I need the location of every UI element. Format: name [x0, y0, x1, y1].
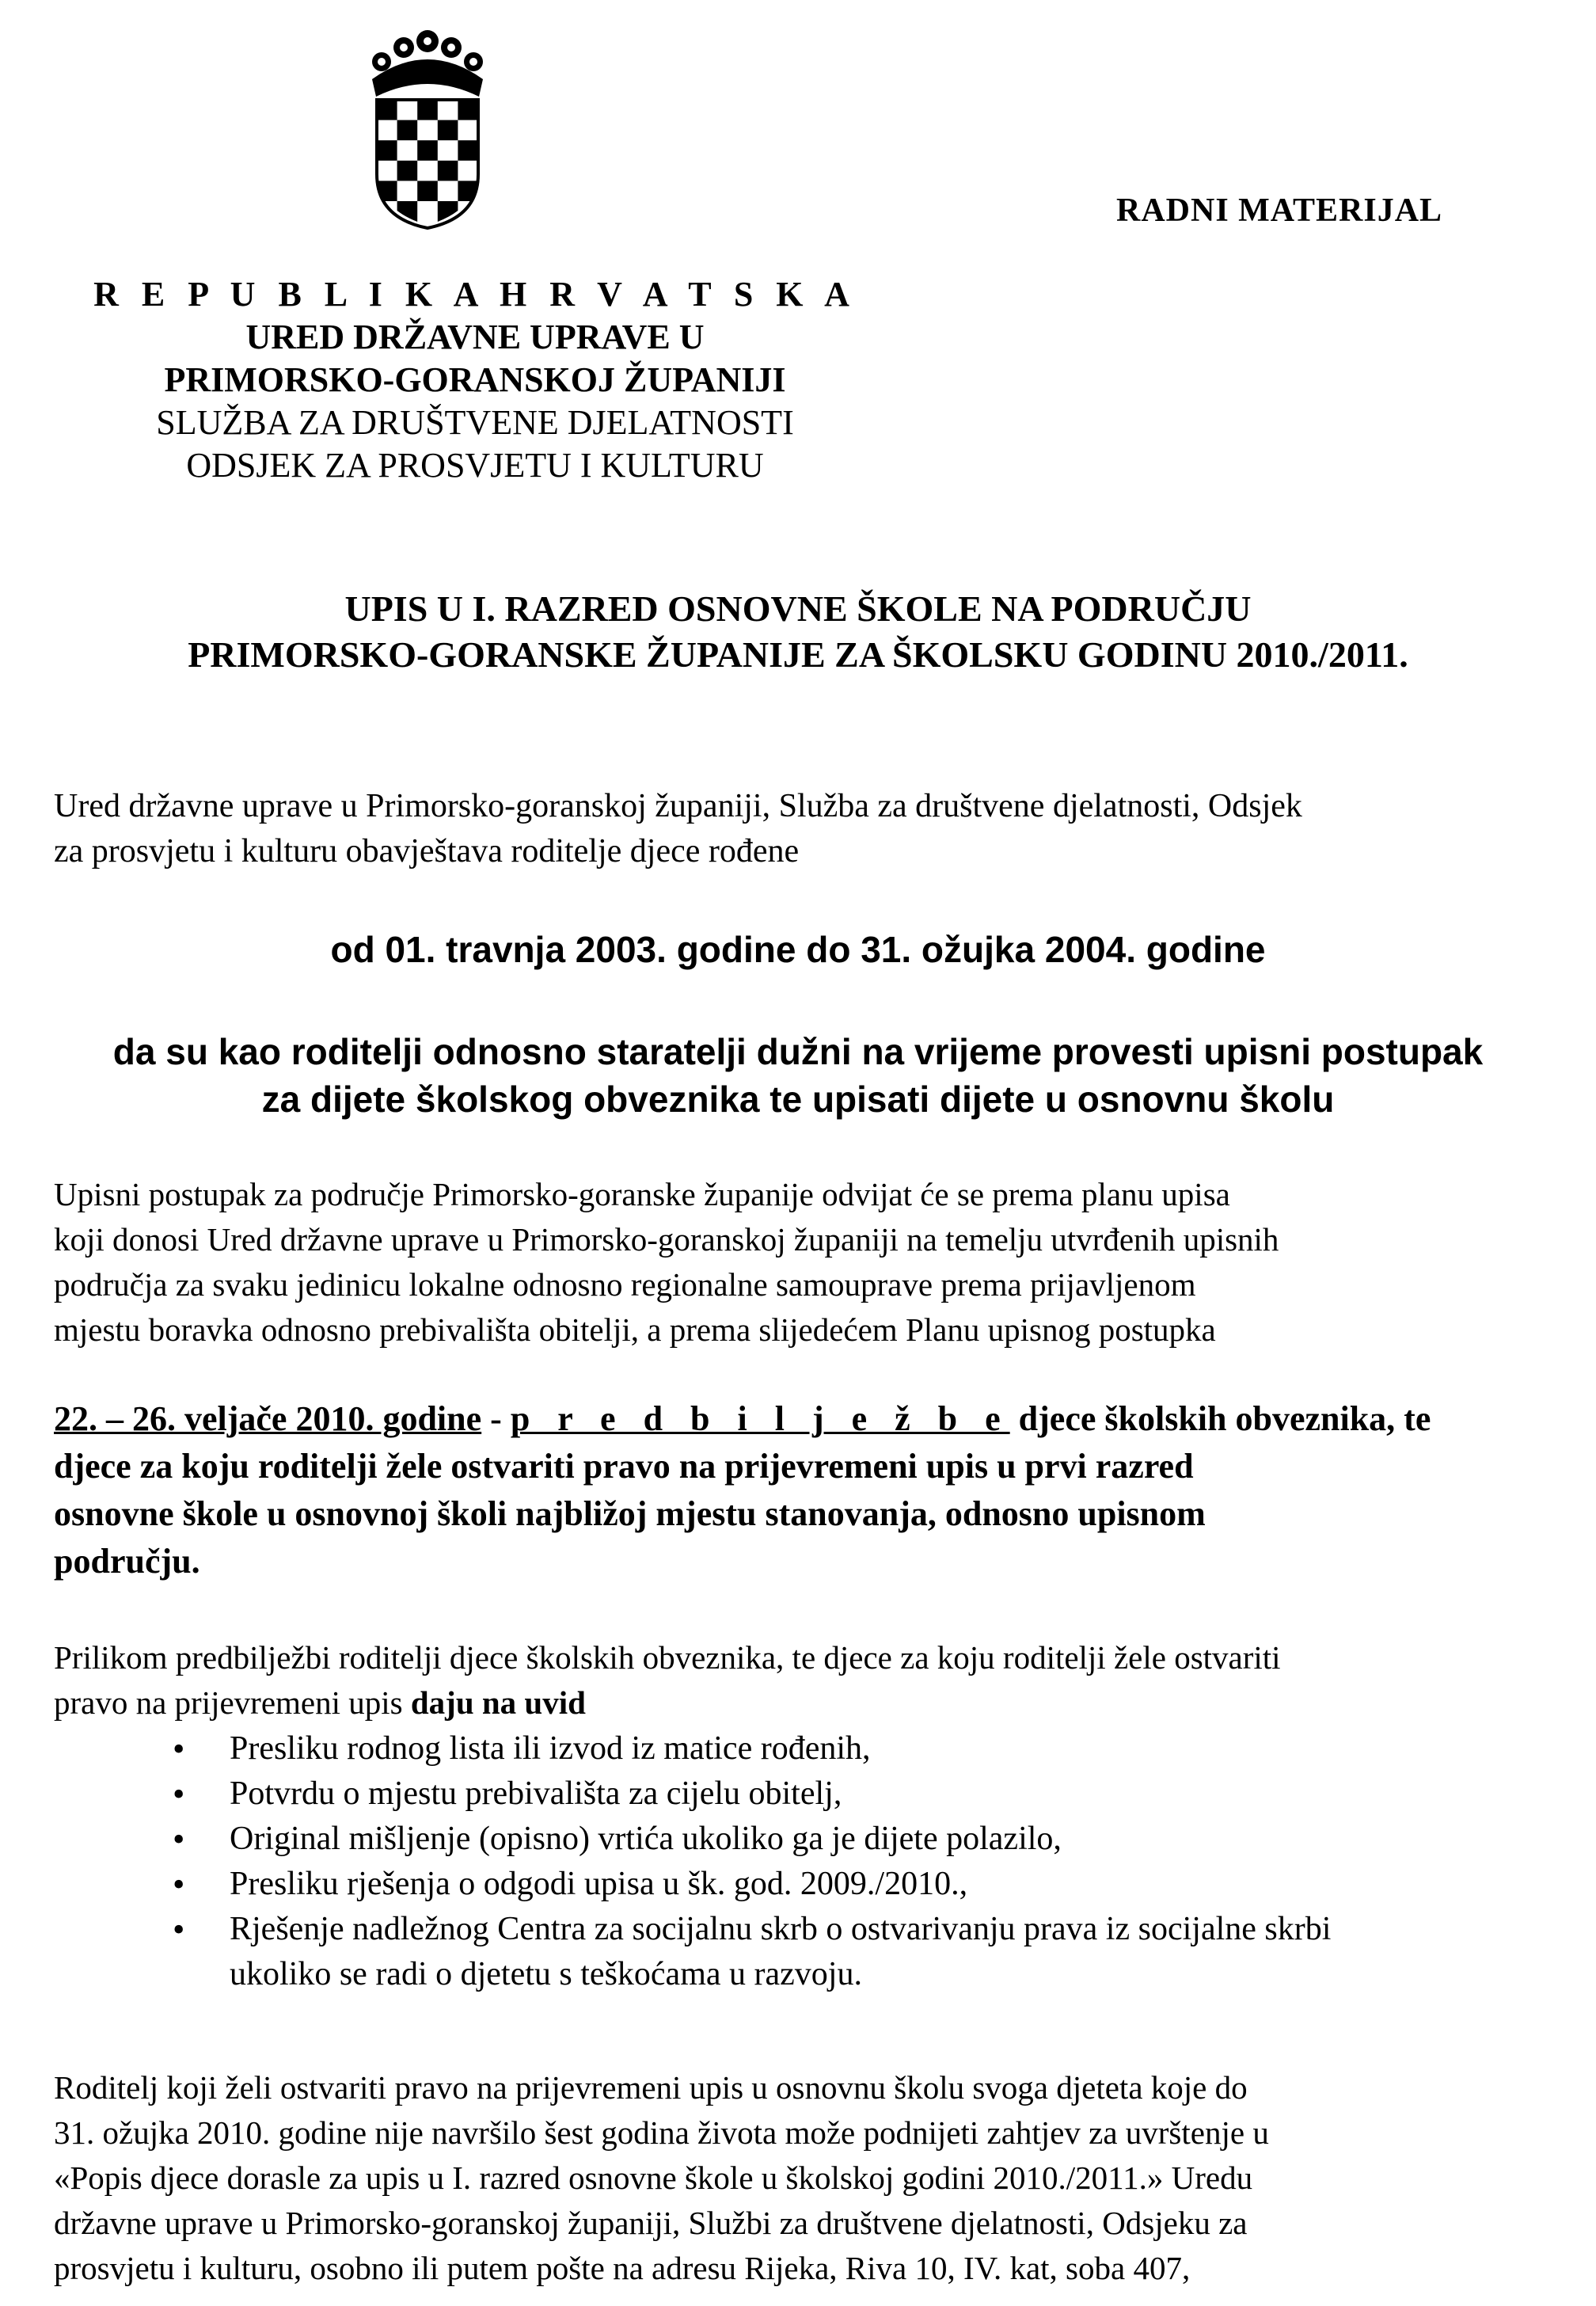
issuing-office-block: [79, 273, 871, 487]
list-item: • Potvrdu o mjestu prebivališta za cijelu obitelj,: [166, 1771, 1560, 1817]
procedure-line: područja za svaku jedinicu lokalne odnosno regionalne samouprave prema prijavljenom: [54, 1266, 1196, 1303]
intro-paragraph: [54, 784, 1560, 874]
early-enrollment-paragraph: [54, 2065, 1560, 2291]
intro-line-2: za prosvjetu i kulturu obavještava roditelje djece rođene: [54, 833, 800, 870]
early-line: Roditelj koji želi ostvariti pravo na prijevremeni upis u osnovnu školu svoga djeteta koje do: [54, 2069, 1248, 2106]
documents-intro-line-1: Prilikom predbilježbi roditelji djece školskih obveznika, te djece za koju roditelji žele ostvariti: [54, 1639, 1281, 1676]
intro-line-1: Ured državne uprave u Primorsko-goranskoj županiji, Služba za društvene djelatnosti, Odsjek: [54, 788, 1302, 824]
org-line-department: ODSJEK ZA PROSVJETU I KULTURU: [186, 446, 764, 485]
duty-line-1: da su kao roditelji odnosno staratelji dužni na vrijeme provesti upisni postupak: [112, 1031, 1484, 1072]
list-item: • Presliku rodnog lista ili izvod iz matice rođenih,: [166, 1726, 1560, 1771]
documents-intro: [54, 1635, 1560, 1726]
required-documents-list: [166, 1726, 1560, 1997]
duty-line-2: za dijete školskog obveznika te upisati dijete u osnovnu školu: [261, 1079, 1335, 1120]
deadline-line-2: djece za koju roditelji žele ostvariti pravo na prijevremeni upis u prvi razred: [54, 1447, 1194, 1486]
early-line: prosvjetu i kulturu, osobno ili putem pošte na adresu Rijeka, Riva 10, IV. kat, soba 407,: [54, 2250, 1191, 2286]
procedure-line: Upisni postupak za područje Primorsko-goranske županije odvijat će se prema planu upisa: [54, 1176, 1230, 1212]
list-item-continuation: ukoliko se radi o djetetu s teškoćama u razvoju.: [230, 1956, 862, 1992]
procedure-line: mjestu boravka odnosno prebivališta obitelji, a prema slijedećem Planu upisnog postupka: [54, 1311, 1216, 1348]
title-line-2: PRIMORSKO-GORANSKE ŽUPANIJE ZA ŠKOLSKU GODINU 2010./2011.: [188, 634, 1408, 675]
deadline-line-3: osnovne škole u osnovnoj školi najbližoj mjestu stanovanja, odnosno upisnom: [54, 1494, 1206, 1533]
list-item: • Rješenje nadležnog Centra za socijalnu skrb o ostvarivanju prava iz socijalne skrbi ukoliko se radi o djetetu s teškoćama u razvoju.: [166, 1907, 1560, 1997]
croatian-coat-of-arms-icon: [348, 24, 507, 230]
deadline-line-1: 22. – 26. veljače 2010. godine - p r e d b i l j e ž b e djece školskih obveznika, te: [54, 1399, 1431, 1438]
procedure-line: koji donosi Ured državne uprave u Primorsko-goranskoj županiji na temelju utvrđenih upisnih: [54, 1221, 1279, 1258]
early-line: državne uprave u Primorsko-goranskoj županiji, Službi za društvene djelatnosti, Odsjeku za: [54, 2205, 1248, 2241]
documents-intro-line-2: pravo na prijevremeni upis daju na uvid: [54, 1684, 586, 1721]
title-line-1: UPIS U I. RAZRED OSNOVNE ŠKOLE NA PODRUČJU: [344, 588, 1252, 629]
early-line: «Popis djece dorasle za upis u I. razred osnovne škole u školskoj godini 2010./2011.» Uredu: [54, 2159, 1253, 2196]
procedure-paragraph: [54, 1172, 1560, 1353]
documents-intro-emphasis: daju na uvid: [410, 1684, 586, 1721]
org-line-county: PRIMORSKO-GORANSKOJ ŽUPANIJI: [164, 360, 786, 399]
deadline-line-4: području.: [54, 1542, 200, 1581]
parental-duty-statement: [0, 1028, 1596, 1123]
pre-registration-keyword: p r e d b i l j e ž b e: [510, 1399, 1010, 1438]
document-title: [0, 586, 1596, 678]
pre-registration-notice: [54, 1395, 1560, 1585]
birth-date-range: od 01. travnja 2003. godine do 31. ožujka 2004. godine: [330, 929, 1266, 970]
org-line-office: URED DRŽAVNE UPRAVE U: [245, 318, 705, 356]
org-line-country: R E P U B L I K A H R V A T S K A: [93, 275, 857, 314]
working-material-label: RADNI MATERIJAL: [1116, 192, 1443, 229]
pre-registration-dates: 22. – 26. veljače 2010. godine: [54, 1399, 482, 1438]
early-line: 31. ožujka 2010. godine nije navršilo šest godina života može podnijeti zahtjev za uvrštenje u: [54, 2114, 1269, 2151]
org-line-service: SLUŽBA ZA DRUŠTVENE DJELATNOSTI: [156, 403, 794, 442]
list-item: • Presliku rješenja o odgodi upisa u šk. god. 2009./2010.,: [166, 1862, 1560, 1907]
list-item: • Original mišljenje (opisno) vrtića ukoliko ga je dijete polazilo,: [166, 1817, 1560, 1862]
